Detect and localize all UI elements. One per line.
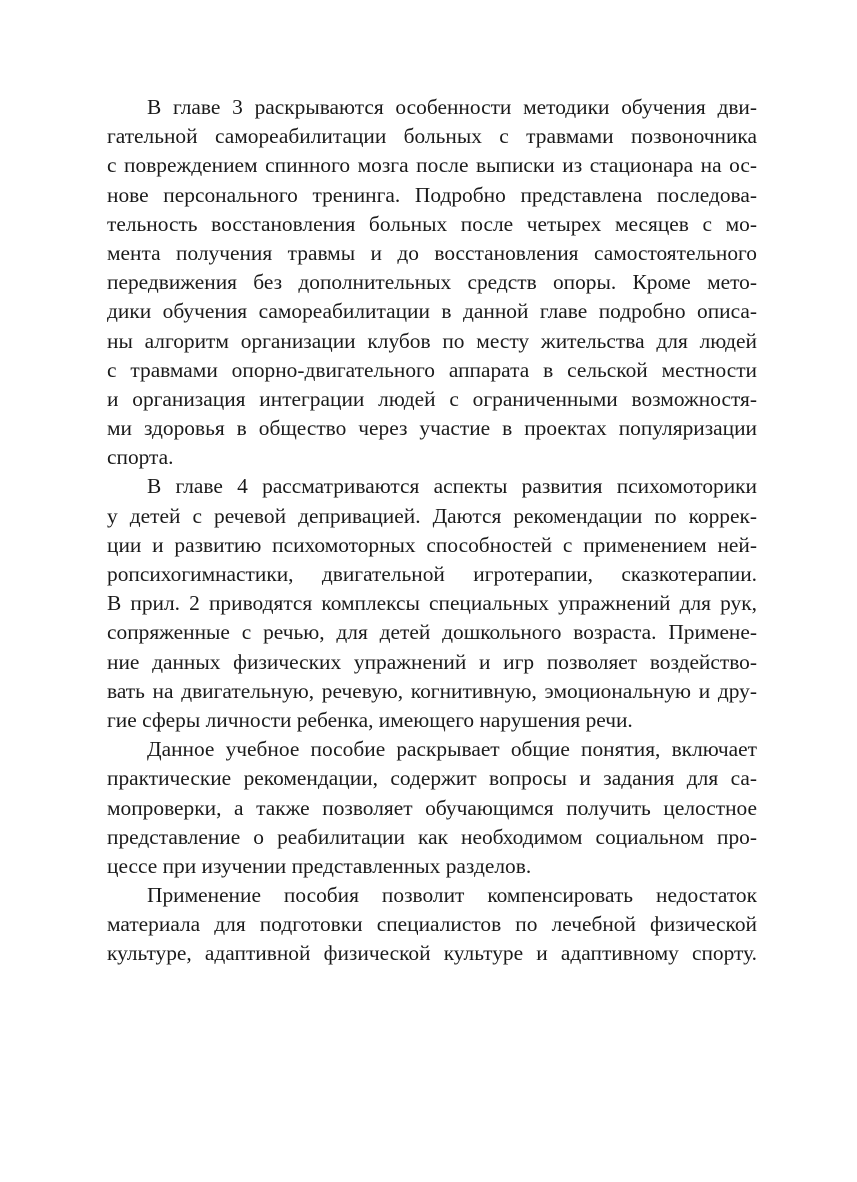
text-line: мента получения травмы и до восстановления самостоятельного — [107, 240, 757, 265]
text-line: ции и развитию психомоторных способностей с применением ней- — [107, 532, 757, 557]
text-line: у детей с речевой депривацией. Даются рекомендации по коррек- — [107, 503, 757, 528]
text-line: спорта. — [107, 445, 174, 470]
text-line: ны алгоритм организации клубов по месту жительства для людей — [107, 328, 757, 353]
text-line: мопроверки, а также позволяет обучающимся получить целостное — [107, 795, 757, 820]
text-line: представление о реабилитации как необходимом социальном про- — [107, 824, 757, 849]
text-line: с травмами опорно-двигательного аппарата в сельской местности — [107, 357, 757, 382]
text-line: В главе 4 рассматриваются аспекты развития психомоторики — [147, 474, 757, 499]
text-line: сопряженные с речью, для детей дошкольного возраста. Примене- — [107, 620, 757, 645]
text-line: Данное учебное пособие раскрывает общие понятия, включает — [147, 737, 757, 762]
text-line: с повреждением спинного мозга после выписки из стационара на ос- — [107, 153, 757, 178]
text-line: цессе при изучении представленных разделов. — [107, 853, 532, 878]
paragraph-chapter-4 — [107, 472, 757, 735]
text-line: ние данных физических упражнений и игр позволяет воздейство- — [107, 649, 757, 674]
text-line: нове персонального тренинга. Подробно представлена последова- — [107, 182, 757, 207]
text-line: ропсихогимнастики, двигательной игротерапии, сказкотерапии. — [107, 562, 757, 586]
text-line: В прил. 2 приводятся комплексы специальных упражнений для рук, — [107, 591, 757, 616]
text-line: дики обучения самореабилитации в данной главе подробно описа- — [107, 299, 757, 324]
text-line: Применение пособия позволит компенсировать недостаток — [147, 883, 757, 908]
text-line: вать на двигательную, речевую, когнитивную, эмоциональную и дру- — [107, 678, 757, 703]
paragraph-application — [107, 881, 757, 969]
text-line: ми здоровья в общество через участие в проектах популяризации — [107, 416, 757, 441]
text-line: гательной самореабилитации больных с травмами позвоночника — [107, 124, 757, 149]
text-line: тельность восстановления больных после четырех месяцев с мо- — [107, 211, 757, 236]
paragraph-chapter-3 — [107, 93, 757, 472]
text-line: культуре, адаптивной физической культуре и адаптивному спорту. — [107, 941, 757, 966]
text-line: материала для подготовки специалистов по лечебной физической — [107, 912, 757, 937]
text-line: передвижения без дополнительных средств опоры. Кроме мето- — [107, 270, 757, 295]
text-line: и организация интеграции людей с ограниченными возможностя- — [107, 386, 757, 411]
body-text — [107, 93, 757, 969]
text-line: гие сферы личности ребенка, имеющего нарушения речи. — [107, 707, 633, 732]
text-line: практические рекомендации, содержит вопросы и задания для са- — [107, 766, 757, 791]
paragraph-textbook-summary — [107, 735, 757, 881]
text-line: В главе 3 раскрываются особенности методики обучения дви- — [147, 95, 757, 119]
